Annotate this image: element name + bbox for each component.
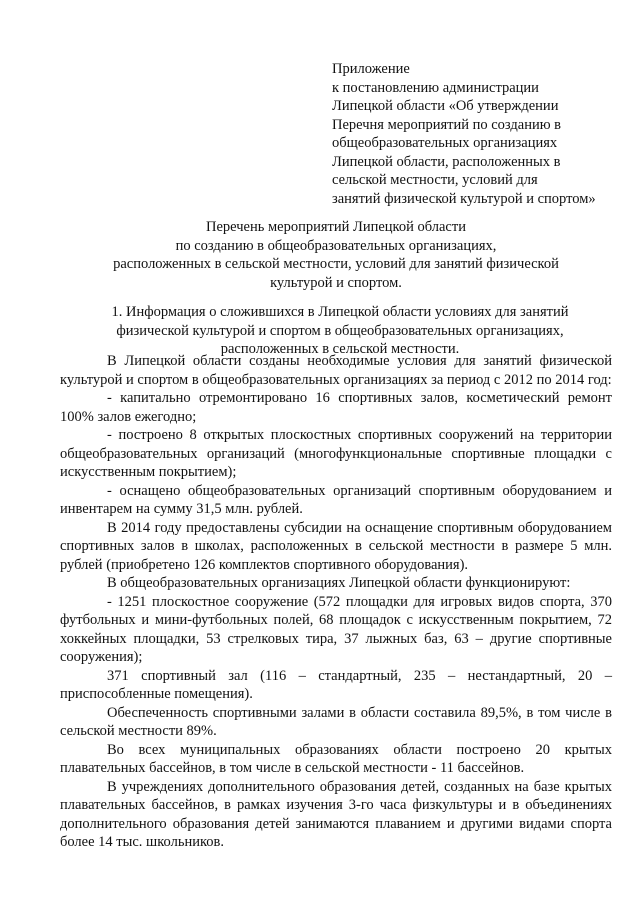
heading-line: 1. Информация о сложившихся в Липецкой области условиях для занятий xyxy=(111,304,569,320)
title-line: Перечень мероприятий Липецкой области xyxy=(206,219,466,235)
body-paragraph: В Липецкой области созданы необходимые условия для занятий физической культурой и спортом в общеобразовательных организациях за период с 2012 по 2014 год: xyxy=(60,353,612,388)
body-paragraph: 371 спортивный зал (116 – стандартный, 235 – нестандартный, 20 – приспособленные помещения). xyxy=(60,667,612,702)
appendix-line: общеобразовательных организациях xyxy=(332,135,558,151)
body-paragraph: - оснащено общеобразовательных организаций спортивным оборудованием и инвентарем на сумму 31,5 млн. рублей. xyxy=(60,482,612,517)
body-paragraph: - капитально отремонтировано 16 спортивных залов, косметический ремонт 100% залов ежегодно; xyxy=(60,390,612,425)
appendix-line: Перечня мероприятий по созданию в xyxy=(332,116,562,133)
heading-line: физической культурой и спортом в общеобразовательных организациях, xyxy=(116,322,564,339)
appendix-line: Приложение xyxy=(332,61,410,77)
body-paragraph: В 2014 году предоставлены субсидии на оснащение спортивным оборудованием спортивных залов в школах, расположенных в сельской местности в размере 5 млн. рублей (приобретено 126 комплектов спортивного оборудования). xyxy=(60,519,612,573)
appendix-line: сельской местности, условий для xyxy=(332,172,538,188)
appendix-line: к постановлению администрации xyxy=(332,79,539,96)
appendix-line: занятий физической культурой и спортом» xyxy=(332,190,596,207)
section-heading xyxy=(60,303,620,359)
body-paragraph: Обеспеченность спортивными залами в области составила 89,5%, в том числе в сельской местности 89%. xyxy=(60,704,612,739)
appendix-block xyxy=(332,60,622,208)
body-paragraph: В общеобразовательных организациях Липецкой области функционируют: xyxy=(107,575,571,591)
title-line: расположенных в сельской местности, условий для занятий физической xyxy=(113,256,559,272)
document-title xyxy=(60,218,612,292)
body-paragraph: В учреждениях дополнительного образования детей, созданных на базе крытых плавательных бассейнов, в рамках изучения 3-го часа физкультуры и в объединениях дополнительного образования детей занимаются плаванием и другими видами спорта более 14 тыс. школьников. xyxy=(60,778,612,850)
title-line: культурой и спортом. xyxy=(270,274,402,291)
title-line: по созданию в общеобразовательных организациях, xyxy=(175,237,497,254)
heading-line: расположенных в сельской местности. xyxy=(220,341,460,357)
body-paragraph: - 1251 плоскостное сооружение (572 площадки для игровых видов спорта, 370 футбольных и мини-футбольных полей, 68 площадок с искусственным покрытием, 72 хоккейных площадки, 53 стрелковых тира, 37 лыжных баз, 63 – другие спортивные сооружения); xyxy=(60,593,612,665)
body-paragraph: - построено 8 открытых плоскостных спортивных сооружений на территории общеобразовательных организаций (многофункциональные спортивные площадки с искусственным покрытием); xyxy=(60,427,612,480)
body-paragraph: Во всех муниципальных образованиях области построено 20 крытых плавательных бассейнов, в том числе в сельской местности - 11 бассейнов. xyxy=(60,741,612,776)
section-body xyxy=(60,352,612,852)
appendix-line: Липецкой области «Об утверждении xyxy=(332,98,559,114)
appendix-line: Липецкой области, расположенных в xyxy=(332,153,561,170)
